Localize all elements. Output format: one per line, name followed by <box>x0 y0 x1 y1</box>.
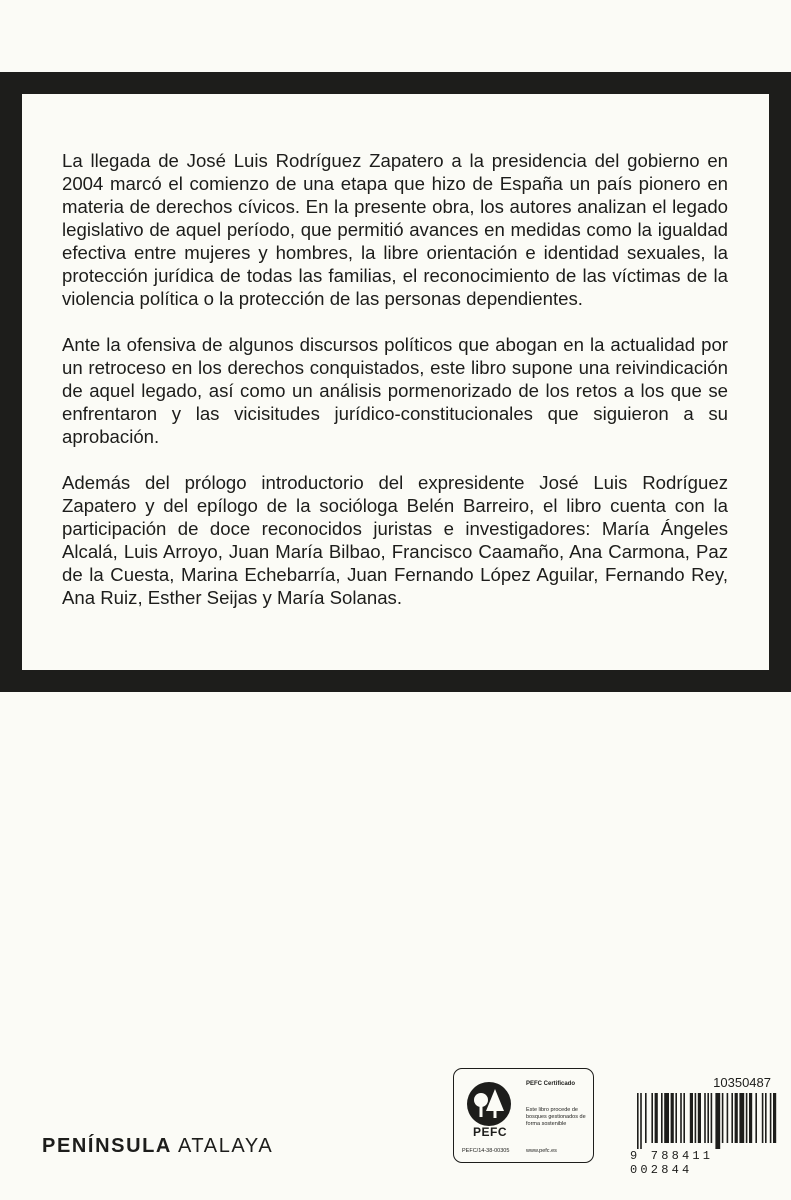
publisher-collection: ATALAYA <box>177 1135 274 1157</box>
barcode-bar <box>749 1093 752 1143</box>
pefc-tree-logo-icon <box>466 1081 512 1127</box>
barcode-bar <box>715 1093 720 1149</box>
barcode-bar <box>675 1093 677 1143</box>
reference-number: 10350487 <box>713 1075 771 1090</box>
barcode-bar <box>651 1093 653 1143</box>
cover-frame <box>0 72 791 692</box>
barcode-bar <box>695 1093 697 1143</box>
barcode-bar <box>755 1093 757 1143</box>
barcode-bar <box>683 1093 685 1143</box>
pefc-code: PEFC/14-38-00305 <box>462 1148 510 1154</box>
blurb-paragraph-1: La llegada de José Luis Rodríguez Zapatero a la presidencia del gobierno en 2004 marcó el comienzo de una etapa que hizo de España un país pionero en materia de derechos cívicos. En la presente obra, los autores analizan el legado legislativo de aquel período, que permitió avances en medidas como la igualdad efectiva entre mujeres y hombres, la libre orientación e identidad sexuales, la protección jurídica de todas las familias, el reconocimiento de las víctimas de la violencia política o la protección de las personas dependientes. <box>62 150 728 309</box>
pefc-url: www.pefc.es <box>526 1148 557 1154</box>
barcode-bar <box>735 1093 738 1143</box>
blurb-panel <box>22 94 769 670</box>
barcode-bar <box>637 1093 639 1149</box>
publisher-logo <box>42 1135 273 1158</box>
barcode-bar <box>770 1093 772 1143</box>
barcode-bar <box>640 1093 642 1149</box>
barcode-bar <box>664 1093 669 1143</box>
barcode-bar <box>746 1093 748 1143</box>
barcode-bar <box>707 1093 709 1143</box>
barcode-bar <box>762 1093 764 1143</box>
barcode-bar <box>711 1093 713 1143</box>
pefc-certification-badge <box>453 1068 594 1163</box>
barcode-bar <box>704 1093 706 1143</box>
pefc-certified-label: PEFC Certificado <box>526 1081 576 1087</box>
barcode-bar <box>661 1093 663 1143</box>
barcode-bar <box>680 1093 682 1143</box>
barcode-bar <box>698 1093 701 1143</box>
barcode-bar <box>727 1093 729 1143</box>
barcode-bar <box>731 1093 733 1143</box>
barcode-bar <box>739 1093 744 1143</box>
blurb-paragraph-2: Ante la ofensiva de algunos discursos políticos que abogan en la actualidad por un retroceso en los derechos conquistados, este libro supone una reivindicación de aquel legado, así como un análisis pormenorizado de los retos a los que se enfrentaron y las vicisitudes jurídico-constitucionales que siguieron a su aprobación. <box>62 334 728 447</box>
barcode-bar <box>722 1093 724 1143</box>
barcode-bar <box>671 1093 674 1143</box>
barcode-bar <box>773 1093 776 1143</box>
barcode-bar <box>645 1093 647 1143</box>
blurb-paragraph-3: Además del prólogo introductorio del expresidente José Luis Rodríguez Zapatero y del epílogo de la socióloga Belén Barreiro, el libro cuenta con la participación de doce reconocidos juristas e investigadores: María Ángeles Alcalá, Luis Arroyo, Juan María Bilbao, Francisco Caamaño, Ana Carmona, Paz de la Cuesta, Marina Echebarría, Juan Fernando López Aguilar, Fernando Rey, Ana Ruiz, Esther Seijas y María Solanas. <box>62 472 728 608</box>
isbn-barcode <box>627 1069 779 1177</box>
pefc-brand: PEFC <box>472 1125 507 1139</box>
pefc-description: Este libro procede de bosques gestionados de forma sostenible <box>526 1107 586 1127</box>
back-cover-blurb <box>62 149 728 609</box>
barcode-icon <box>627 1093 779 1149</box>
barcode-bar <box>765 1093 767 1143</box>
isbn-digits: 9 788411 002844 <box>630 1149 714 1177</box>
barcode-bar <box>690 1093 693 1143</box>
publisher-name: PENÍNSULA <box>42 1135 172 1157</box>
barcode-bar <box>655 1093 658 1143</box>
